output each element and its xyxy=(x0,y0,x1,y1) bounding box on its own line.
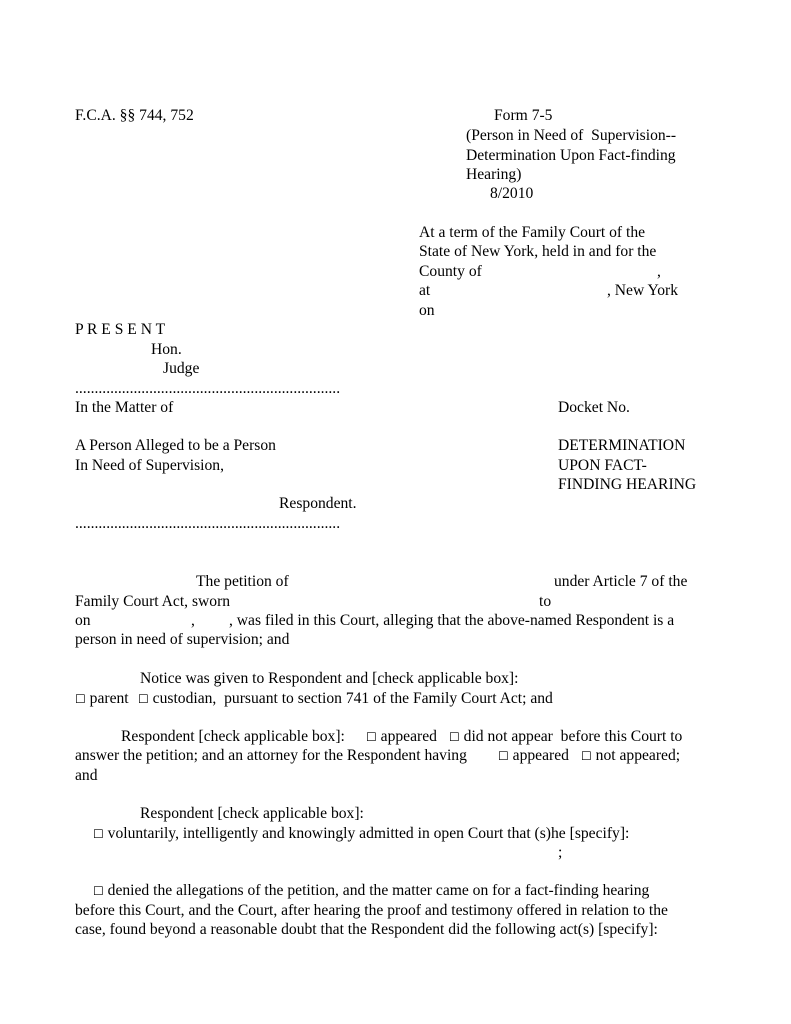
custodian-checkbox[interactable]: ☐ xyxy=(138,692,149,706)
form-number: Form 7-5 xyxy=(494,107,553,124)
respondent-appeared-option[interactable] xyxy=(366,727,437,748)
attorney-appeared-checkbox[interactable]: ☐ xyxy=(498,749,509,763)
form-title-line-2: Determination Upon Fact-finding xyxy=(466,147,676,164)
county-comma: , xyxy=(657,263,661,280)
caption-dotted-line-top: .................................................................... xyxy=(75,380,341,397)
alleged-person-line-1: A Person Alleged to be a Person xyxy=(75,437,276,454)
person-in-need-text: person in need of supervision; and xyxy=(75,631,290,648)
court-term-line-2: State of New York, held in and for the xyxy=(419,243,657,260)
date-comma: , xyxy=(191,612,195,629)
on-label: on xyxy=(419,302,435,319)
statute-reference: F.C.A. §§ 744, 752 xyxy=(75,107,194,124)
judge-label: Judge xyxy=(163,360,200,377)
custodian-label: custodian, pursuant to section 741 of the Family Court Act; and xyxy=(148,690,553,707)
attorney-appeared-option[interactable] xyxy=(498,746,569,767)
court-term-line-1: At a term of the Family Court of the xyxy=(419,224,646,241)
admitted-label: voluntarily, intelligently and knowingly admitted in open Court that (s)he [specify]: xyxy=(103,825,630,842)
and-text: and xyxy=(75,767,98,784)
document-title-line-1: DETERMINATION xyxy=(558,437,686,454)
respondent-admission-text: Respondent [check applicable box]: xyxy=(140,805,364,822)
admitted-checkbox[interactable]: ☐ xyxy=(93,827,104,841)
county-label: County of xyxy=(419,263,482,280)
in-the-matter-of: In the Matter of xyxy=(75,399,174,416)
caption-dotted-line-bottom: .................................................................... xyxy=(75,515,341,532)
present-label: P R E S E N T xyxy=(75,321,166,338)
attorney-not-appeared-option[interactable] xyxy=(581,746,680,767)
admission-semicolon: ; xyxy=(558,844,563,861)
form-title-line-3: Hearing) xyxy=(466,166,522,183)
denied-option[interactable] xyxy=(93,881,649,902)
at-label: at xyxy=(419,282,431,299)
denied-checkbox[interactable]: ☐ xyxy=(93,884,104,898)
petition-of-text: The petition of xyxy=(196,573,289,590)
under-article-text: under Article 7 of the xyxy=(554,573,688,590)
respondent-not-appear-option[interactable] xyxy=(449,727,682,748)
respondent-not-appear-checkbox[interactable]: ☐ xyxy=(449,730,460,744)
respondent-appeared-label: appeared xyxy=(376,728,437,745)
docket-number-label: Docket No. xyxy=(558,399,630,416)
attorney-not-appeared-checkbox[interactable]: ☐ xyxy=(581,749,592,763)
family-court-act-sworn-text: Family Court Act, sworn xyxy=(75,593,231,610)
finding-text: case, found beyond a reasonable doubt that the Respondent did the following act(s) [specify]: xyxy=(75,921,658,938)
denied-label: denied the allegations of the petition, and the matter came on for a fact-finding hearing xyxy=(103,882,650,899)
respondent-label: Respondent. xyxy=(279,495,357,512)
parent-checkbox[interactable]: ☐ xyxy=(75,692,86,706)
was-filed-text: , was filed in this Court, alleging that the above-named Respondent is a xyxy=(229,612,675,629)
parent-label: parent xyxy=(85,690,129,707)
document-title-line-2: UPON FACT- xyxy=(558,457,647,474)
admitted-option[interactable] xyxy=(93,824,629,845)
sworn-to-text: to xyxy=(539,593,552,610)
hon-label: Hon. xyxy=(151,341,182,358)
answer-petition-text: answer the petition; and an attorney for the Respondent having xyxy=(75,747,467,764)
document-title-line-3: FINDING HEARING xyxy=(558,476,697,493)
respondent-appearance-text: Respondent [check applicable box]: xyxy=(121,728,345,745)
respondent-appeared-checkbox[interactable]: ☐ xyxy=(366,730,377,744)
form-title-line-1: (Person in Need of Supervision-- xyxy=(466,127,677,144)
attorney-not-appeared-label: not appeared; xyxy=(591,747,681,764)
respondent-not-appear-label: did not appear before this Court to xyxy=(459,728,683,745)
filed-on-label: on xyxy=(75,612,91,629)
notice-custodian-option[interactable] xyxy=(138,689,553,710)
state-suffix: , New York xyxy=(607,282,679,299)
notice-given-text: Notice was given to Respondent and [check applicable box]: xyxy=(140,670,519,687)
attorney-appeared-label: appeared xyxy=(508,747,569,764)
notice-parent-option[interactable] xyxy=(75,689,129,710)
form-date: 8/2010 xyxy=(490,185,534,202)
alleged-person-line-2: In Need of Supervision, xyxy=(75,457,224,474)
court-hearing-text: before this Court, and the Court, after hearing the proof and testimony offered in relation to the xyxy=(75,902,668,919)
